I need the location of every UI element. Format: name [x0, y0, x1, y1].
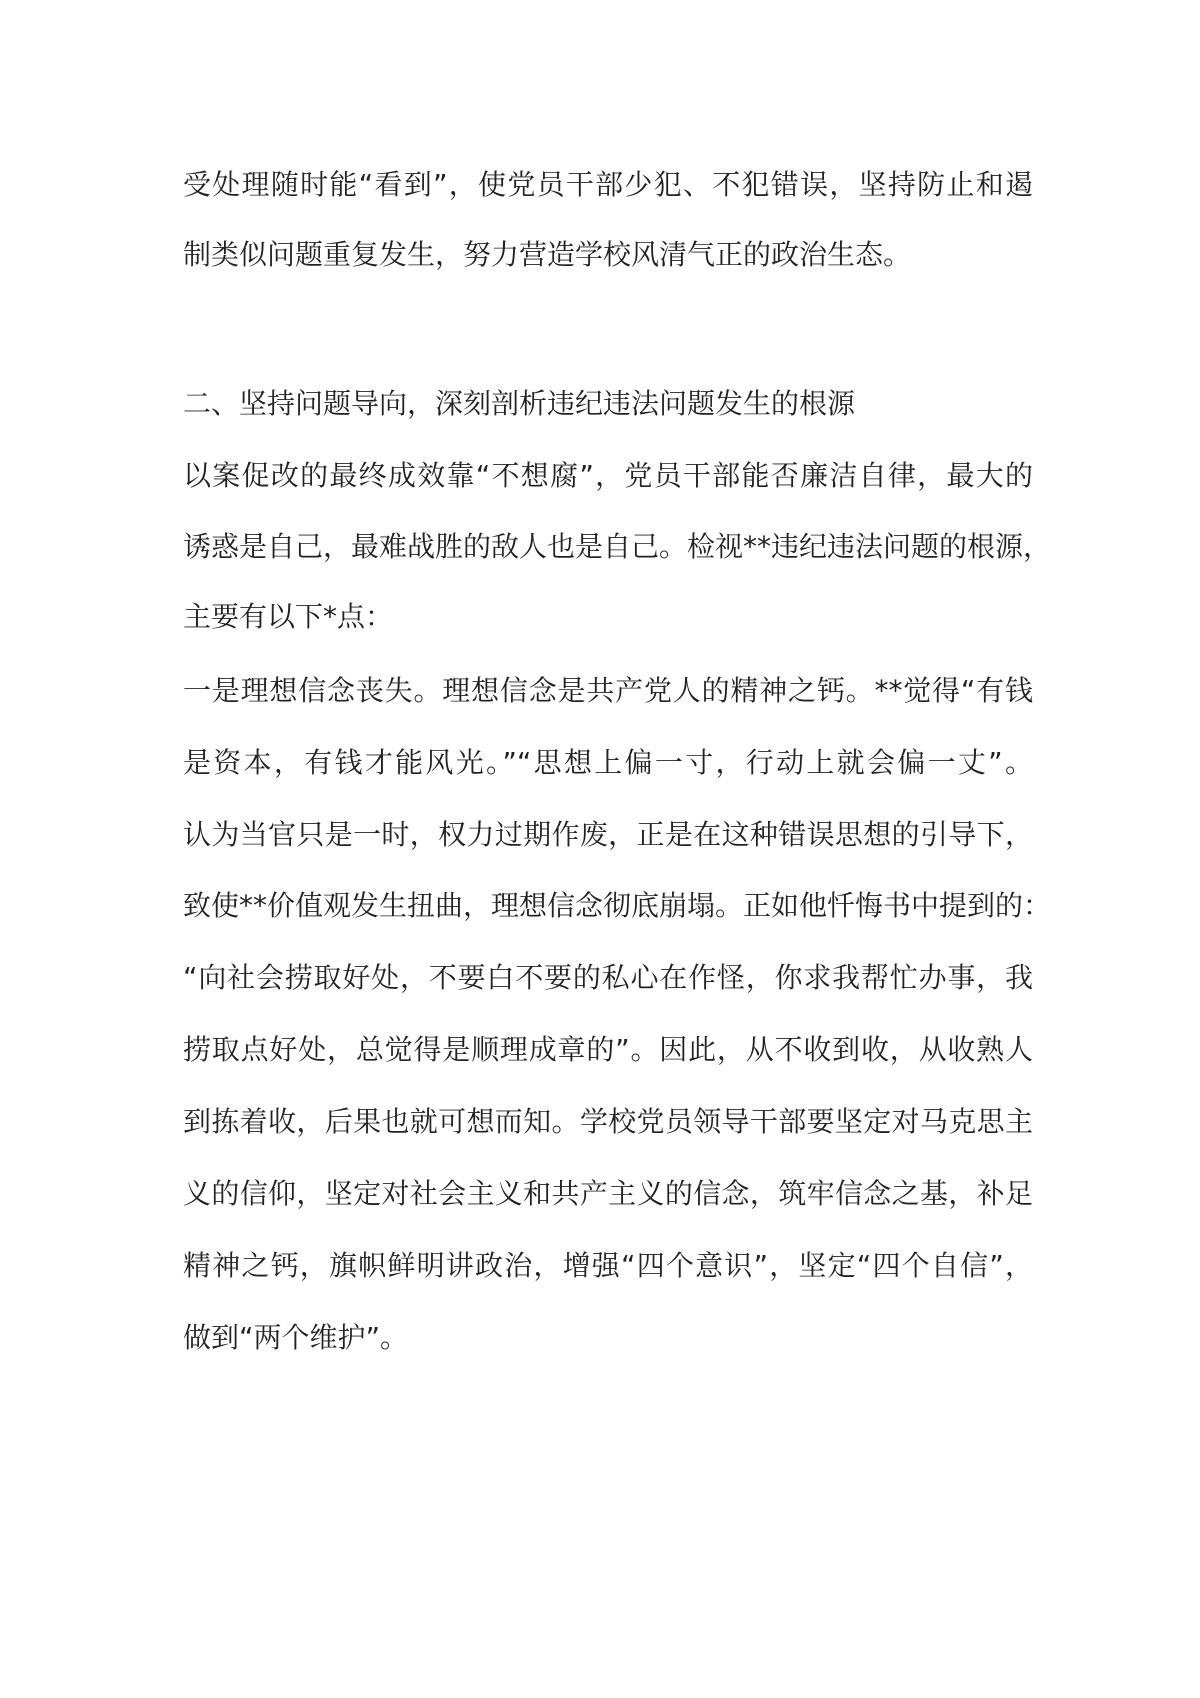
paragraph-line: 制类似问题重复发生，努力营造学校风清气正的政治生态。	[183, 238, 912, 271]
paragraph-line: 主要有以下*点：	[183, 600, 394, 633]
paragraph-line: 精神之钙，旗帜鲜明讲政治，增强“四个意识”，坚定“四个自信”，	[183, 1249, 1033, 1282]
paragraph-line: 一是理想信念丧失。理想信念是共产党人的精神之钙。**觉得“有钱	[183, 674, 1033, 707]
paragraph-line: 认为当官只是一时，权力过期作废，正是在这种错误思想的引导下，	[183, 818, 1033, 851]
section-heading: 二、坚持问题导向，深刻剖析违纪违法问题发生的根源	[183, 387, 856, 420]
paragraph-line: 捞取点好处，总觉得是顺理成章的”。因此，从不收到收，从收熟人	[183, 1033, 1033, 1066]
paragraph-line: 义的信仰，坚定对社会主义和共产主义的信念，筑牢信念之基，补足	[183, 1177, 1033, 1210]
paragraph-line: 到拣着收，后果也就可想而知。学校党员领导干部要坚定对马克思主	[183, 1105, 1033, 1138]
paragraph-line: 以案促改的最终成效靠“不想腐”，党员干部能否廉洁自律，最大的	[183, 459, 1033, 492]
paragraph-line: 受处理随时能“看到”，使党员干部少犯、不犯错误，坚持防止和遏	[183, 168, 1033, 201]
paragraph-line: “向社会捞取好处，不要白不要的私心在作怪，你求我帮忙办事，我	[183, 961, 1033, 994]
paragraph-line: 做到“两个维护”。	[183, 1321, 409, 1354]
paragraph-line: 致使**价值观发生扭曲，理想信念彻底崩塌。正如他忏悔书中提到的：	[183, 889, 1052, 922]
paragraph-line: 诱惑是自己，最难战胜的敌人也是自己。检视**违纪违法问题的根源，	[183, 530, 1052, 563]
paragraph-line: 是资本，有钱才能风光。”“思想上偏一寸，行动上就会偏一丈”。	[183, 746, 1033, 779]
